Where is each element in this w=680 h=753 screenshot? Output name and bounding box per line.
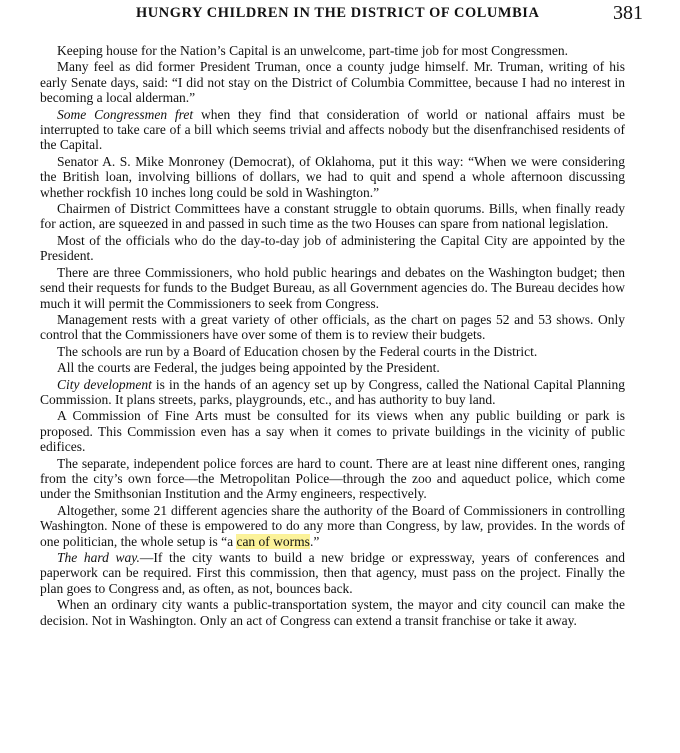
paragraph: Management rests with a great variety of other officials, as the chart on pages 52 and 53 shows. Only control that the Commissioners have over some of them is to review their budgets. bbox=[40, 311, 625, 343]
paragraph: Some Congressmen fret when they find that consideration of world or national affairs must be interrupted to take care of a bill which seems trivial and affects nobody but the disenfranchised residents of the Capital. bbox=[40, 106, 625, 153]
highlighted-phrase: can of worms bbox=[236, 533, 310, 549]
running-title: HUNGRY CHILDREN IN THE DISTRICT OF COLUMBIA bbox=[136, 5, 540, 21]
paragraph: All the courts are Federal, the judges being appointed by the President. bbox=[57, 360, 440, 376]
running-header bbox=[0, 3, 680, 29]
paragraph: Most of the officials who do the day-to-day job of administering the Capital City are appointed by the President. bbox=[40, 232, 625, 264]
paragraph: Keeping house for the Nation’s Capital is an unwelcome, part-time job for most Congressmen. bbox=[57, 43, 569, 58]
paragraph: City development is in the hands of an agency set up by Congress, called the National Capital Planning Commission. It plans streets, parks, playgrounds, etc., and has authority to buy land. bbox=[40, 376, 625, 407]
paragraph-lead: The hard way. bbox=[57, 550, 140, 565]
paragraph: A Commission of Fine Arts must be consulted for its views when any public building or park is proposed. This Commission even has a say when it comes to private buildings in the vicinity of public edifices. bbox=[40, 408, 625, 455]
paragraph: Many feel as did former President Truman, once a county judge himself. Mr. Truman, writing of his early Senate days, said: “I did not stay on the District of Columbia Committee, because I had no interest in becoming a local alderman.” bbox=[40, 59, 625, 106]
article-body bbox=[40, 43, 625, 629]
paragraph-lead: Some Congressmen fret bbox=[57, 106, 194, 122]
paragraph: There are three Commissioners, who hold public hearings and debates on the Washington budget; then send their requests for funds to the Budget Bureau, as all Government agencies do. The Bureau decides how much it will permit the Commissioners to seek from Congress. bbox=[40, 264, 625, 311]
paragraph: The schools are run by a Board of Education chosen by the Federal courts in the District. bbox=[57, 343, 538, 359]
paragraph: Senator A. S. Mike Monroney (Democrat), of Oklahoma, put it this way: “When we were considering the British loan, involving billions of dollars, we had to quit and spend a whole afternoon discussing whether rockfish 10 inches long could be sold in Washington.” bbox=[40, 153, 625, 200]
paragraph: Chairmen of District Committees have a constant struggle to obtain quorums. Bills, when finally ready for action, are squeezed in and passed in such time as the two Houses can spare from national legislation. bbox=[40, 201, 625, 232]
paragraph: Altogether, some 21 different agencies share the authority of the Board of Commissioners in controlling Washington. None of these is empowered to do any more than Congress, by law, provides. In the words of one politician, the whole setup is “a can of worms.” bbox=[40, 502, 625, 549]
paragraph: When an ordinary city wants a public-transportation system, the mayor and city council can make the decision. Not in Washington. Only an act of Congress can extend a transit franchise or take it away. bbox=[40, 597, 625, 628]
paragraph: The separate, independent police forces are hard to count. There are at least nine different ones, ranging from the city’s own force—the Metropolitan Police—through the zoo and aqueduct police, which come under the Smithsonian Institution and the Army engineers, respectively. bbox=[40, 455, 625, 502]
page-number: 381 bbox=[613, 2, 643, 24]
paragraph: The hard way.—If the city wants to build a new bridge or expressway, years of conferences and paperwork can be required. First this commission, then that agency, must pass on the project. Finally the plan goes to Congress and, as often, as not, bounces back. bbox=[40, 550, 625, 596]
paragraph-lead: City development bbox=[57, 376, 152, 392]
